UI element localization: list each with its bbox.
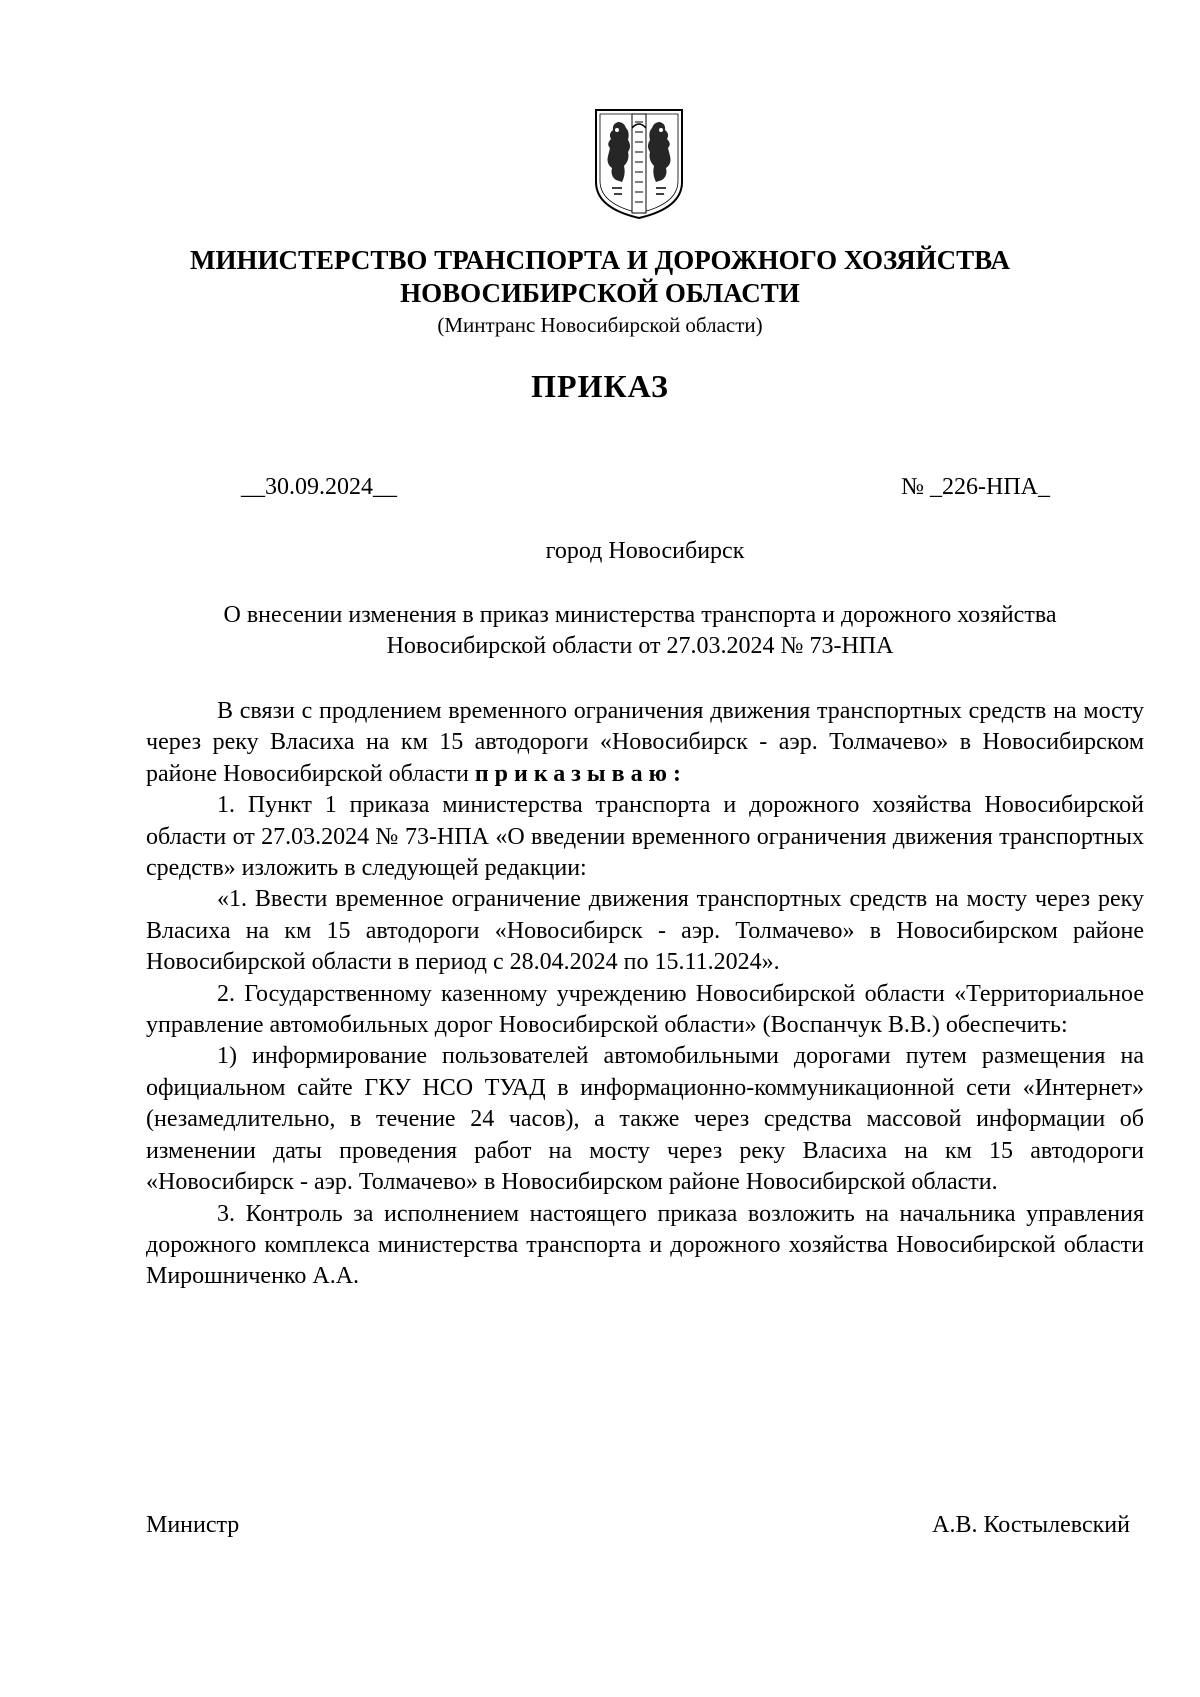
preamble-text: В связи с продлением временного ограничения движения транспортных средств на мосту через реку Власиха на км 15 автодороги «Новосибирск - аэр. Толмачево» в Новосибирском районе Новосибирской области	[146, 698, 1144, 787]
body-paragraph-item-1: 1. Пункт 1 приказа министерства транспорта и дорожного хозяйства Новосибирской области от 27.03.2024 № 73-НПА «О введении временного ограничения движения транспортных средств» изложить в следующей редакции:	[146, 792, 1144, 882]
order-body	[146, 696, 1144, 1293]
order-subject	[130, 600, 1150, 662]
body-paragraph-item-2: 2. Государственному казенному учреждению Новосибирской области «Территориальное управление автомобильных дорог Новосибирской области» (Воспанчук В.В.) обеспечить:	[146, 980, 1144, 1039]
order-number: № _226-НПА_	[901, 474, 1050, 500]
ministry-abbreviation: (Минтранс Новосибирской области)	[437, 313, 763, 337]
ministry-name-line2: НОВОСИБИРСКОЙ ОБЛАСТИ	[400, 278, 800, 308]
body-paragraph-preamble	[146, 696, 1144, 790]
order-action-word: приказываю:	[474, 760, 687, 787]
signer-name: А.В. Костылевский	[932, 1512, 1130, 1538]
body-paragraph-item-3: 3. Контроль за исполнением настоящего приказа возложить на начальника управления дорожного комплекса министерства транспорта и дорожного хозяйства Новосибирской области Мирошниченко А.А.	[146, 1200, 1144, 1290]
body-paragraph-item-2-1: 1) информирование пользователей автомобильными дорогами путем размещения на официальном сайте ГКУ НСО ТУАД в информационно-коммуникационной сети «Интернет» (незамедлительно, в течение 24 часов), а также через средства массовой информации об изменении даты проведения работ на мосту через реку Власиха на км 15 автодороги «Новосибирск - аэр. Толмачево» в Новосибирском районе Новосибирской области.	[146, 1043, 1144, 1196]
order-subject-line1: О внесении изменения в приказ министерства транспорта и дорожного хозяйства	[223, 602, 1057, 628]
order-city: город Новосибирск	[545, 538, 745, 564]
novosibirsk-coat-of-arms-icon	[592, 108, 686, 220]
body-paragraph-item-1-text: «1. Ввести временное ограничение движения транспортных средств на мосту через реку Власиха на км 15 автодороги «Новосибирск - аэр. Толмачево» в Новосибирском районе Новосибирской области в период с 28.04.2024 по 15.11.2024».	[146, 886, 1144, 976]
order-subject-line2: Новосибирской области от 27.03.2024 № 73-НПА	[386, 633, 894, 659]
order-date: __30.09.2024__	[241, 474, 397, 500]
signer-post: Министр	[146, 1512, 240, 1538]
document-type-title: ПРИКАЗ	[531, 368, 669, 404]
ministry-name	[0, 244, 1200, 310]
ministry-name-line1: МИНИСТЕРСТВО ТРАНСПОРТА И ДОРОЖНОГО ХОЗЯЙСТВА	[190, 245, 1010, 275]
